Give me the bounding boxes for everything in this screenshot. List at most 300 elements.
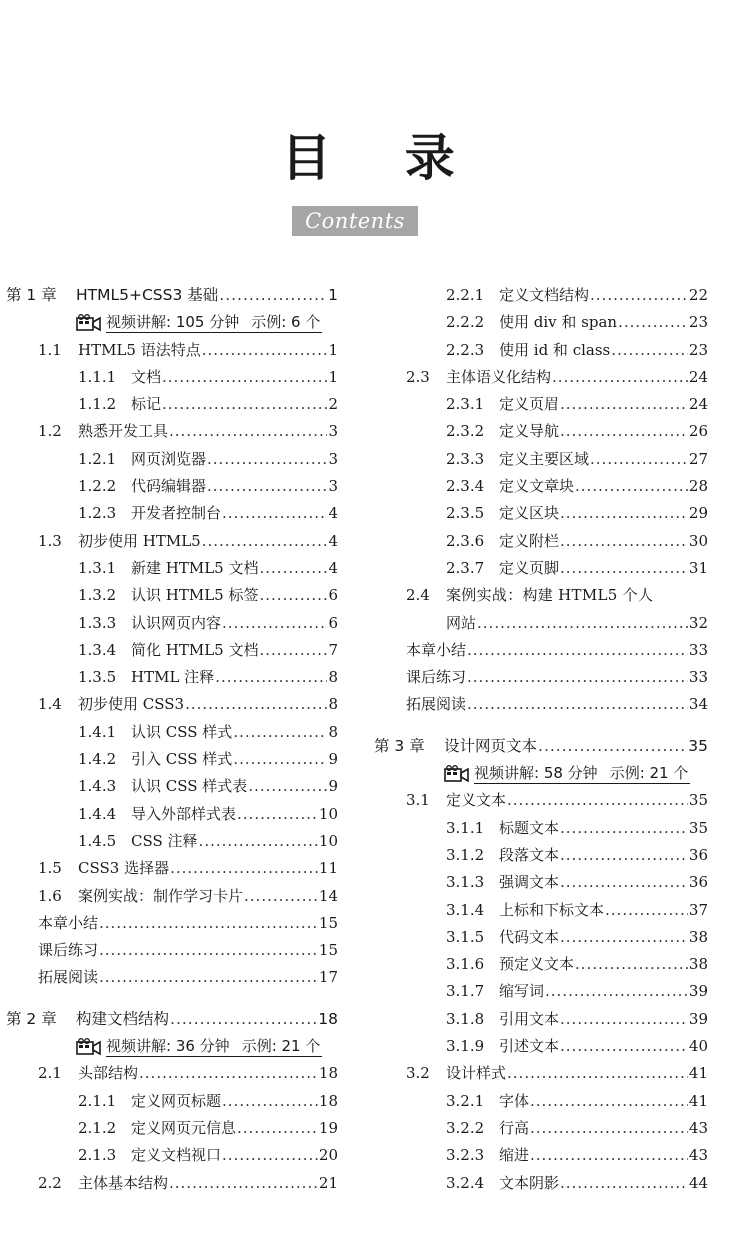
page-number: 29 xyxy=(688,504,708,523)
page-number: 44 xyxy=(688,1173,708,1192)
entry-number: 2.2 xyxy=(38,1173,62,1192)
page-number: 39 xyxy=(688,982,708,1001)
dot-leader xyxy=(260,582,328,609)
entry-number: 1.4.5 xyxy=(78,831,117,850)
dot-leader xyxy=(560,1170,688,1197)
toc-subsection-entry[interactable] xyxy=(374,815,708,842)
page-number: 26 xyxy=(688,422,708,441)
toc-section-entry[interactable] xyxy=(6,418,338,445)
dot-leader xyxy=(162,364,327,391)
page-number: 32 xyxy=(688,613,708,632)
entry-number: 1.2.1 xyxy=(78,449,117,468)
page-number: 18 xyxy=(318,1091,338,1110)
dot-leader xyxy=(207,446,327,473)
toc-subsection-entry[interactable] xyxy=(374,897,708,924)
entry-number: 2.1.1 xyxy=(78,1091,117,1110)
toc-subsection-entry[interactable] xyxy=(374,391,708,418)
toc-subsection-entry[interactable] xyxy=(6,773,338,800)
dot-leader xyxy=(467,691,688,718)
entry-number: 2.1 xyxy=(38,1064,62,1083)
video-duration: 视频讲解: 58 分钟 xyxy=(474,764,598,783)
page-title: 目 录 xyxy=(281,129,483,187)
entry-number: 2.3.3 xyxy=(446,449,485,468)
page-number: 20 xyxy=(318,1146,338,1165)
dot-leader xyxy=(222,610,327,637)
toc-subsection-entry[interactable] xyxy=(6,637,338,664)
dot-leader xyxy=(219,282,327,309)
page-number: 6 xyxy=(328,613,338,632)
entry-title: 缩写词 xyxy=(499,982,545,1001)
entry-number: 3.2 xyxy=(406,1064,430,1083)
toc-subsection-entry[interactable] xyxy=(6,582,338,609)
dot-leader xyxy=(611,337,688,364)
entry-number: 2.2.3 xyxy=(446,340,485,359)
entry-title: 新建 HTML5 文档 xyxy=(131,558,259,577)
page-number: 41 xyxy=(688,1064,708,1083)
entry-number: 2.3.5 xyxy=(446,504,485,523)
entry-title: 主体语义化结构 xyxy=(446,367,552,386)
entry-number: 1.2.3 xyxy=(78,504,117,523)
entry-title: 定义文章块 xyxy=(499,477,575,496)
dot-leader xyxy=(530,1115,688,1142)
page-number: 8 xyxy=(328,695,338,714)
dot-leader xyxy=(233,746,327,773)
dot-leader xyxy=(222,1142,318,1169)
toc-subsection-entry[interactable] xyxy=(374,924,708,951)
entry-number: 3.1.9 xyxy=(446,1037,485,1056)
entry-number: 2.3.6 xyxy=(446,531,485,550)
page-number: 17 xyxy=(318,968,338,987)
entry-number: 3.1.8 xyxy=(446,1009,485,1028)
toc-subsection-entry[interactable] xyxy=(374,418,708,445)
entry-number: 2.3 xyxy=(406,367,430,386)
entry-number: 2.3.7 xyxy=(446,558,485,577)
entry-title: 本章小结 xyxy=(38,913,99,932)
page-number: 37 xyxy=(688,900,708,919)
dot-leader xyxy=(207,473,327,500)
entry-title: 认识 CSS 样式表 xyxy=(131,777,248,796)
page-number: 22 xyxy=(688,286,708,304)
toc-left-column xyxy=(6,282,338,1212)
toc-subsection-entry[interactable] xyxy=(374,1088,708,1115)
page-number: 27 xyxy=(688,449,708,468)
dot-leader xyxy=(590,446,688,473)
dot-leader xyxy=(162,391,327,418)
video-info-text xyxy=(106,312,322,333)
page-number: 8 xyxy=(328,668,338,687)
page-number: 4 xyxy=(328,504,338,523)
page-number: 15 xyxy=(318,941,338,960)
toc-subsection-entry[interactable] xyxy=(6,446,338,473)
entry-title: 上标和下标文本 xyxy=(499,900,605,919)
entry-number: 2.3.2 xyxy=(446,422,485,441)
toc-subsection-entry[interactable] xyxy=(6,664,338,691)
toc-subsection-entry[interactable] xyxy=(6,746,338,773)
dot-leader xyxy=(169,1170,318,1197)
toc-chapter-extra-entry[interactable] xyxy=(374,637,708,664)
entry-title: 标记 xyxy=(131,395,162,414)
entry-title: 开发者控制台 xyxy=(131,504,222,523)
toc-section-entry[interactable] xyxy=(374,787,708,814)
entry-title: 定义页眉 xyxy=(499,395,560,414)
entry-number: 3.1.5 xyxy=(446,927,485,946)
dot-leader xyxy=(199,828,318,855)
page-number: 7 xyxy=(328,640,338,659)
toc-subsection-entry[interactable] xyxy=(6,555,338,582)
contents-subtitle: Contents xyxy=(292,206,418,236)
dot-leader xyxy=(560,528,688,555)
page-number: 9 xyxy=(328,777,338,796)
entry-number: 2.3.1 xyxy=(446,395,485,414)
video-info xyxy=(374,760,708,787)
dot-leader xyxy=(202,337,328,364)
toc-section-entry[interactable] xyxy=(6,855,338,882)
entry-title: 定义文档结构 xyxy=(499,286,590,304)
entry-title: 定义页脚 xyxy=(499,558,560,577)
entry-number: 1.3.1 xyxy=(78,558,117,577)
page-number: 21 xyxy=(318,1173,338,1192)
entry-number: 1.5 xyxy=(38,859,62,878)
toc-subsection-entry[interactable] xyxy=(6,1088,338,1115)
entry-number: 1.3.2 xyxy=(78,586,117,605)
page-number: 43 xyxy=(688,1146,708,1165)
toc-chapter-extra-entry[interactable] xyxy=(6,910,338,937)
entry-title: HTML5 语法特点 xyxy=(78,340,201,359)
toc-subsection-entry[interactable] xyxy=(374,869,708,896)
entry-title: 导入外部样式表 xyxy=(131,804,237,823)
page-number: 34 xyxy=(688,695,708,714)
toc-subsection-entry[interactable] xyxy=(374,337,708,364)
toc-chapter-extra-entry[interactable] xyxy=(6,937,338,964)
dot-leader xyxy=(545,978,688,1005)
dot-leader xyxy=(260,555,328,582)
entry-title: 设计网页文本 xyxy=(444,736,538,755)
entry-number: 3.1.1 xyxy=(446,818,485,837)
page-number: 3 xyxy=(328,422,338,441)
entry-number: 1.4.4 xyxy=(78,804,117,823)
entry-number: 1.4.2 xyxy=(78,750,117,769)
dot-leader xyxy=(237,1115,318,1142)
dot-leader xyxy=(99,910,318,937)
page-number: 24 xyxy=(688,367,708,386)
entry-number: 3.1.2 xyxy=(446,845,485,864)
toc-subsection-entry[interactable] xyxy=(374,1170,708,1197)
entry-number: 1.1.1 xyxy=(78,367,117,386)
toc-section-entry[interactable] xyxy=(6,883,338,910)
entry-title: 熟悉开发工具 xyxy=(78,422,169,441)
entry-number: 3.2.3 xyxy=(446,1146,485,1165)
toc-subsection-entry[interactable] xyxy=(374,1142,708,1169)
dot-leader xyxy=(560,500,688,527)
toc-subsection-entry[interactable] xyxy=(374,473,708,500)
page-number: 6 xyxy=(328,586,338,605)
dot-leader xyxy=(552,364,688,391)
section-title-continued: 网站 xyxy=(446,613,477,632)
entry-title: 定义导航 xyxy=(499,422,560,441)
entry-title: 文本阴影 xyxy=(499,1173,560,1192)
example-count: 示例: 21 个 xyxy=(241,1037,321,1056)
page-number: 11 xyxy=(318,859,338,878)
entry-title: 引述文本 xyxy=(499,1037,560,1056)
entry-title: 定义主要区域 xyxy=(499,449,590,468)
entry-number: 2.1.2 xyxy=(78,1118,117,1137)
page-number: 35 xyxy=(688,736,708,755)
entry-title: 文档 xyxy=(131,367,162,386)
toc-subsection-entry[interactable] xyxy=(6,364,338,391)
entry-number: 1.3.3 xyxy=(78,613,117,632)
page-number: 33 xyxy=(688,640,708,659)
toc-section-entry[interactable] xyxy=(374,1060,708,1087)
entry-title: 使用 div 和 span xyxy=(499,313,618,332)
toc-subsection-entry[interactable] xyxy=(374,446,708,473)
entry-number: 第 2 章 xyxy=(6,1009,57,1028)
dot-leader xyxy=(260,637,328,664)
toc-chapter-entry[interactable] xyxy=(6,282,338,309)
dot-leader xyxy=(560,555,688,582)
video-info-text xyxy=(474,763,690,784)
page-number: 10 xyxy=(318,831,338,850)
toc-subsection-entry[interactable] xyxy=(374,528,708,555)
dot-leader xyxy=(248,773,327,800)
entry-number: 第 1 章 xyxy=(6,286,57,304)
entry-title: 认识 HTML5 标签 xyxy=(131,586,259,605)
entry-title: 使用 id 和 class xyxy=(499,340,611,359)
toc-subsection-entry[interactable] xyxy=(374,842,708,869)
toc-subsection-entry[interactable] xyxy=(374,1033,708,1060)
entry-title: 定义文档视口 xyxy=(131,1146,222,1165)
dot-leader xyxy=(169,418,327,445)
page-number: 40 xyxy=(688,1037,708,1056)
page-number: 24 xyxy=(688,395,708,414)
entry-title: 代码文本 xyxy=(499,927,560,946)
toc-section-entry[interactable] xyxy=(6,1170,338,1197)
toc-section-entry-continued[interactable] xyxy=(374,610,708,637)
toc-subsection-entry[interactable] xyxy=(374,1115,708,1142)
page-number: 15 xyxy=(318,913,338,932)
entry-number: 1.1.2 xyxy=(78,395,117,414)
page-number: 4 xyxy=(328,558,338,577)
entry-title: 缩进 xyxy=(499,1146,530,1165)
entry-number: 3.2.4 xyxy=(446,1173,485,1192)
toc-chapter-entry[interactable] xyxy=(6,1006,338,1033)
dot-leader xyxy=(202,528,328,555)
dot-leader xyxy=(233,719,327,746)
entry-title: 课后练习 xyxy=(38,941,99,960)
dot-leader xyxy=(222,1088,318,1115)
entry-title: 简化 HTML5 文档 xyxy=(131,640,259,659)
toc-subsection-entry[interactable] xyxy=(374,951,708,978)
dot-leader xyxy=(215,664,327,691)
toc-subsection-entry[interactable] xyxy=(6,1115,338,1142)
entry-number: 3.1.4 xyxy=(446,900,485,919)
entry-number: 1.6 xyxy=(38,886,62,905)
dot-leader xyxy=(618,309,688,336)
toc-subsection-entry[interactable] xyxy=(6,828,338,855)
dot-leader xyxy=(560,1033,688,1060)
toc-subsection-entry[interactable] xyxy=(6,719,338,746)
toc-subsection-entry[interactable] xyxy=(6,500,338,527)
page-number: 19 xyxy=(318,1118,338,1137)
dot-leader xyxy=(560,842,688,869)
entry-title: HTML5+CSS3 基础 xyxy=(76,286,219,304)
page-number: 23 xyxy=(688,313,708,332)
toc-section-entry[interactable] xyxy=(6,691,338,718)
entry-title: CSS 注释 xyxy=(131,831,198,850)
entry-title: 引用文本 xyxy=(499,1009,560,1028)
dot-leader xyxy=(99,964,318,991)
page-number: 36 xyxy=(688,873,708,892)
page-number: 33 xyxy=(688,668,708,687)
toc-subsection-entry[interactable] xyxy=(374,282,708,309)
entry-title: 定义网页标题 xyxy=(131,1091,222,1110)
page-number: 2 xyxy=(328,395,338,414)
page-number: 36 xyxy=(688,845,708,864)
page-number: 35 xyxy=(688,818,708,837)
toc-section-entry[interactable] xyxy=(374,582,708,609)
dot-leader xyxy=(530,1088,688,1115)
page-number: 39 xyxy=(688,1009,708,1028)
entry-title: 定义文本 xyxy=(446,791,507,810)
toc-section-entry[interactable] xyxy=(374,364,708,391)
entry-title: 设计样式 xyxy=(446,1064,507,1083)
entry-title: 标题文本 xyxy=(499,818,560,837)
toc-chapter-extra-entry[interactable] xyxy=(374,691,708,718)
entry-title: 定义网页元信息 xyxy=(131,1118,237,1137)
entry-title: 初步使用 CSS3 xyxy=(78,695,185,714)
entry-number: 第 3 章 xyxy=(374,736,425,755)
video-duration: 视频讲解: 105 分钟 xyxy=(106,313,240,332)
dot-leader xyxy=(185,691,327,718)
toc-section-entry[interactable] xyxy=(6,337,338,364)
entry-title: 拓展阅读 xyxy=(406,695,467,714)
entry-title: 拓展阅读 xyxy=(38,968,99,987)
toc-section-entry[interactable] xyxy=(6,528,338,555)
entry-number: 1.3 xyxy=(38,531,62,550)
page-number: 4 xyxy=(328,531,338,550)
entry-number: 1.2 xyxy=(38,422,62,441)
dot-leader xyxy=(560,391,688,418)
video-camera-icon xyxy=(76,314,102,332)
page-number: 1 xyxy=(328,367,338,386)
entry-number: 1.4.1 xyxy=(78,722,117,741)
dot-leader xyxy=(170,855,318,882)
toc-subsection-entry[interactable] xyxy=(6,473,338,500)
entry-title: 字体 xyxy=(499,1091,530,1110)
toc-section-entry[interactable] xyxy=(6,1060,338,1087)
page-number: 31 xyxy=(688,558,708,577)
entry-title: CSS3 选择器 xyxy=(78,859,170,878)
entry-title: 引入 CSS 样式 xyxy=(131,750,233,769)
entry-number: 1.3.5 xyxy=(78,668,117,687)
page-number: 41 xyxy=(688,1091,708,1110)
toc-subsection-entry[interactable] xyxy=(374,1006,708,1033)
entry-number: 3.2.2 xyxy=(446,1118,485,1137)
dot-leader xyxy=(170,1006,317,1033)
entry-title: 网页浏览器 xyxy=(131,449,207,468)
dot-leader xyxy=(244,883,318,910)
page-number: 9 xyxy=(328,750,338,769)
entry-number: 2.2.1 xyxy=(446,286,485,304)
entry-title: 主体基本结构 xyxy=(78,1173,169,1192)
dot-leader xyxy=(575,951,688,978)
page-number: 43 xyxy=(688,1118,708,1137)
toc-chapter-entry[interactable] xyxy=(374,733,708,760)
dot-leader xyxy=(590,282,688,309)
dot-leader xyxy=(237,801,318,828)
page-number: 3 xyxy=(328,449,338,468)
toc-chapter-extra-entry[interactable] xyxy=(6,964,338,991)
page-number: 38 xyxy=(688,955,708,974)
toc-subsection-entry[interactable] xyxy=(374,978,708,1005)
toc-subsection-entry[interactable] xyxy=(6,801,338,828)
entry-title: 强调文本 xyxy=(499,873,560,892)
page-number: 10 xyxy=(318,804,338,823)
page-number: 1 xyxy=(328,286,338,304)
dot-leader xyxy=(467,637,688,664)
entry-title: 认识 CSS 样式 xyxy=(131,722,233,741)
page-number: 1 xyxy=(328,340,338,359)
page-number: 14 xyxy=(318,886,338,905)
entry-title: HTML 注释 xyxy=(131,668,215,687)
toc-subsection-entry[interactable] xyxy=(374,309,708,336)
dot-leader xyxy=(99,937,318,964)
entry-title: 预定义文本 xyxy=(499,955,575,974)
dot-leader xyxy=(507,787,688,814)
dot-leader xyxy=(560,815,688,842)
page-number: 35 xyxy=(688,791,708,810)
page-number: 28 xyxy=(688,477,708,496)
entry-title: 定义区块 xyxy=(499,504,560,523)
dot-leader xyxy=(538,733,687,760)
entry-title: 初步使用 HTML5 xyxy=(78,531,201,550)
entry-title: 课后练习 xyxy=(406,668,467,687)
page-number: 23 xyxy=(688,340,708,359)
dot-leader xyxy=(507,1060,688,1087)
entry-title: 头部结构 xyxy=(78,1064,139,1083)
entry-title: 行高 xyxy=(499,1118,530,1137)
page-number: 18 xyxy=(318,1064,338,1083)
entry-number: 1.3.4 xyxy=(78,640,117,659)
entry-number: 1.4.3 xyxy=(78,777,117,796)
entry-title: 代码编辑器 xyxy=(131,477,207,496)
video-info-text xyxy=(106,1036,322,1057)
video-duration: 视频讲解: 36 分钟 xyxy=(106,1037,230,1056)
dot-leader xyxy=(139,1060,318,1087)
entry-title: 本章小结 xyxy=(406,640,467,659)
section-number: 2.4 xyxy=(406,586,430,605)
toc-subsection-entry[interactable] xyxy=(374,555,708,582)
video-info xyxy=(6,1033,338,1060)
dot-leader xyxy=(467,664,688,691)
page-number: 30 xyxy=(688,531,708,550)
entry-number: 1.4 xyxy=(38,695,62,714)
toc-subsection-entry[interactable] xyxy=(6,391,338,418)
toc-chapter-extra-entry[interactable] xyxy=(374,664,708,691)
entry-number: 2.2.2 xyxy=(446,313,485,332)
entry-number: 1.1 xyxy=(38,340,62,359)
dot-leader xyxy=(530,1142,688,1169)
dot-leader xyxy=(560,869,688,896)
toc-subsection-entry[interactable] xyxy=(374,500,708,527)
toc-subsection-entry[interactable] xyxy=(6,610,338,637)
entry-number: 3.1 xyxy=(406,791,430,810)
entry-number: 3.1.3 xyxy=(446,873,485,892)
entry-number: 2.1.3 xyxy=(78,1146,117,1165)
toc-subsection-entry[interactable] xyxy=(6,1142,338,1169)
dot-leader xyxy=(605,897,688,924)
entry-title: 认识网页内容 xyxy=(131,613,222,632)
entry-title: 案例实战：制作学习卡片 xyxy=(78,886,244,905)
